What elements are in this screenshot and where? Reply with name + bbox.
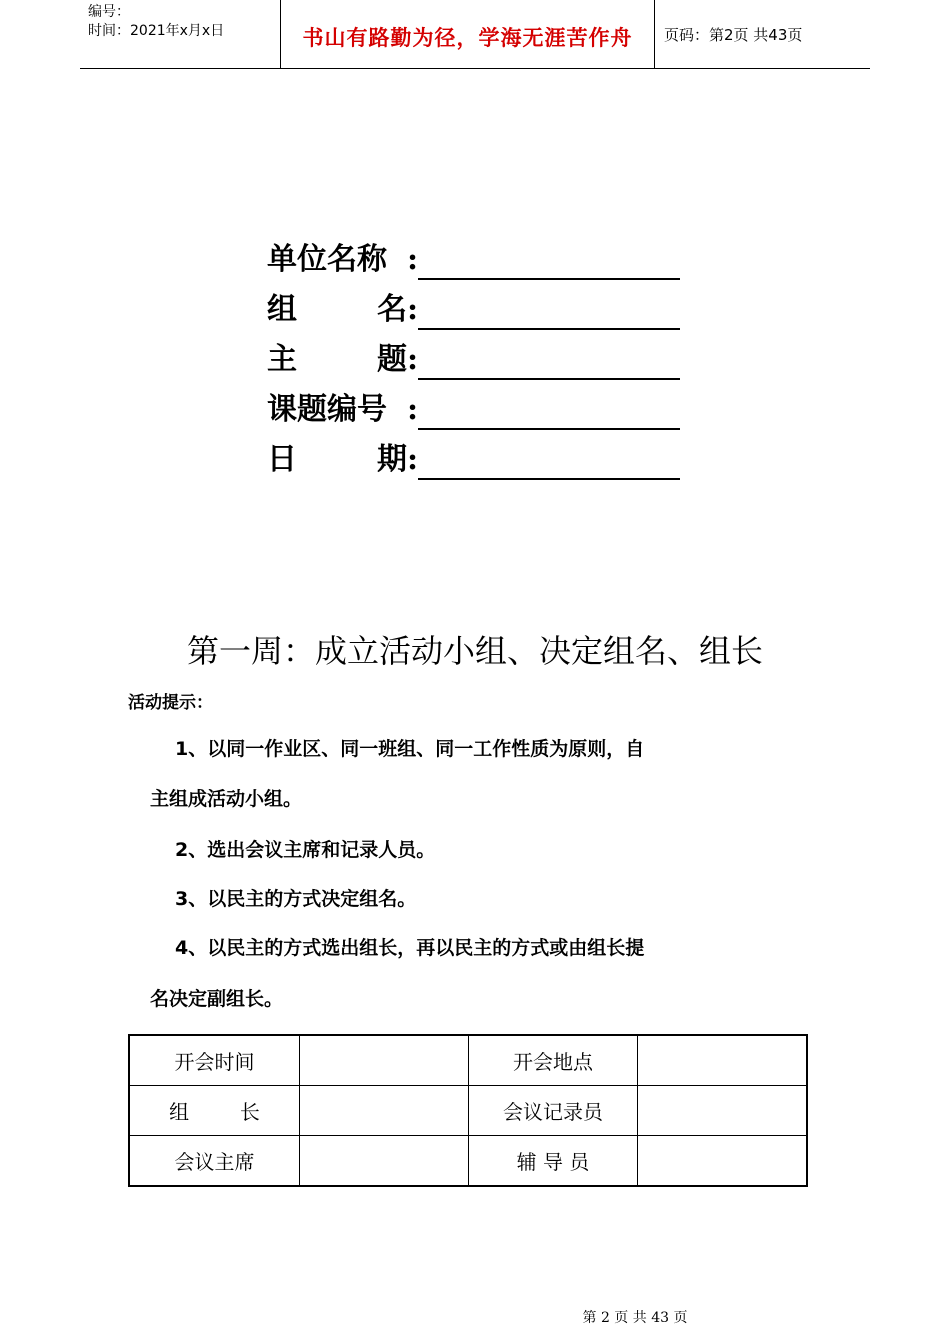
page-header [80,0,870,69]
table-label-cell: 组 长 [129,1086,300,1136]
table-label-cell: 开会时间 [129,1035,300,1086]
page-footer: 第 2 页 共 43 页 [582,1310,688,1326]
header-page-info: 页码：第2页 共43页 [664,26,803,44]
cover-field-colon: : [407,292,419,327]
tip-line: 名决定副组长。 [150,988,284,1010]
cover-field-blank[interactable] [418,442,680,480]
table-row [129,1136,807,1187]
table-value-cell[interactable] [300,1086,469,1136]
week-title: 第一周：成立活动小组、决定组名、组长 [186,632,763,670]
cover-field-blank[interactable] [418,242,680,280]
header-divider [654,0,655,68]
table-row [129,1035,807,1086]
cover-field-colon: : [407,392,419,427]
cover-field-blank[interactable] [418,292,680,330]
table-label-cell: 会议主席 [129,1136,300,1187]
tip-line: 2、选出会议主席和记录人员。 [175,839,436,861]
tip-line: 1、以同一作业区、同一班组、同一工作性质为原则，自 [175,738,645,760]
table-label-cell: 会议记录员 [468,1086,637,1136]
serial-label: 编号： [88,4,130,20]
cover-field-date [267,430,680,480]
tips-label: 活动提示： [128,693,213,713]
cover-field-blank[interactable] [418,342,680,380]
cover-field-unit [267,230,680,280]
table-value-cell[interactable] [300,1136,469,1187]
header-motto: 书山有路勤为径，学海无涯苦作舟 [302,26,633,50]
cover-field-label: 主 题 [267,342,407,377]
cover-field-group [267,280,680,330]
meeting-info-table [128,1034,808,1187]
table-value-cell[interactable] [638,1035,807,1086]
table-value-cell[interactable] [300,1035,469,1086]
table-row [129,1086,807,1136]
cover-field-topic [267,330,680,380]
tip-line: 主组成活动小组。 [150,788,303,810]
cover-field-label: 课题编号 [267,392,387,427]
cover-field-colon: : [407,442,419,477]
tip-line: 4、以民主的方式选出组长，再以民主的方式或由组长提 [175,937,645,959]
table-label-cell: 辅 导 员 [468,1136,637,1187]
cover-field-label: 单位名称 [267,242,387,277]
cover-field-project-no [267,380,680,430]
header-meta [88,3,224,41]
cover-form [267,230,680,480]
table-value-cell[interactable] [638,1086,807,1136]
cover-field-colon: : [407,342,419,377]
tip-line: 3、以民主的方式决定组名。 [175,888,417,910]
table-label-cell: 开会地点 [468,1035,637,1086]
cover-field-label: 日 期 [267,442,407,477]
cover-field-label: 组 名 [267,292,407,327]
time-label: 时间：2021年x月x日 [88,23,225,39]
cover-field-colon: : [407,242,419,277]
cover-field-blank[interactable] [418,392,680,430]
table-value-cell[interactable] [638,1136,807,1187]
